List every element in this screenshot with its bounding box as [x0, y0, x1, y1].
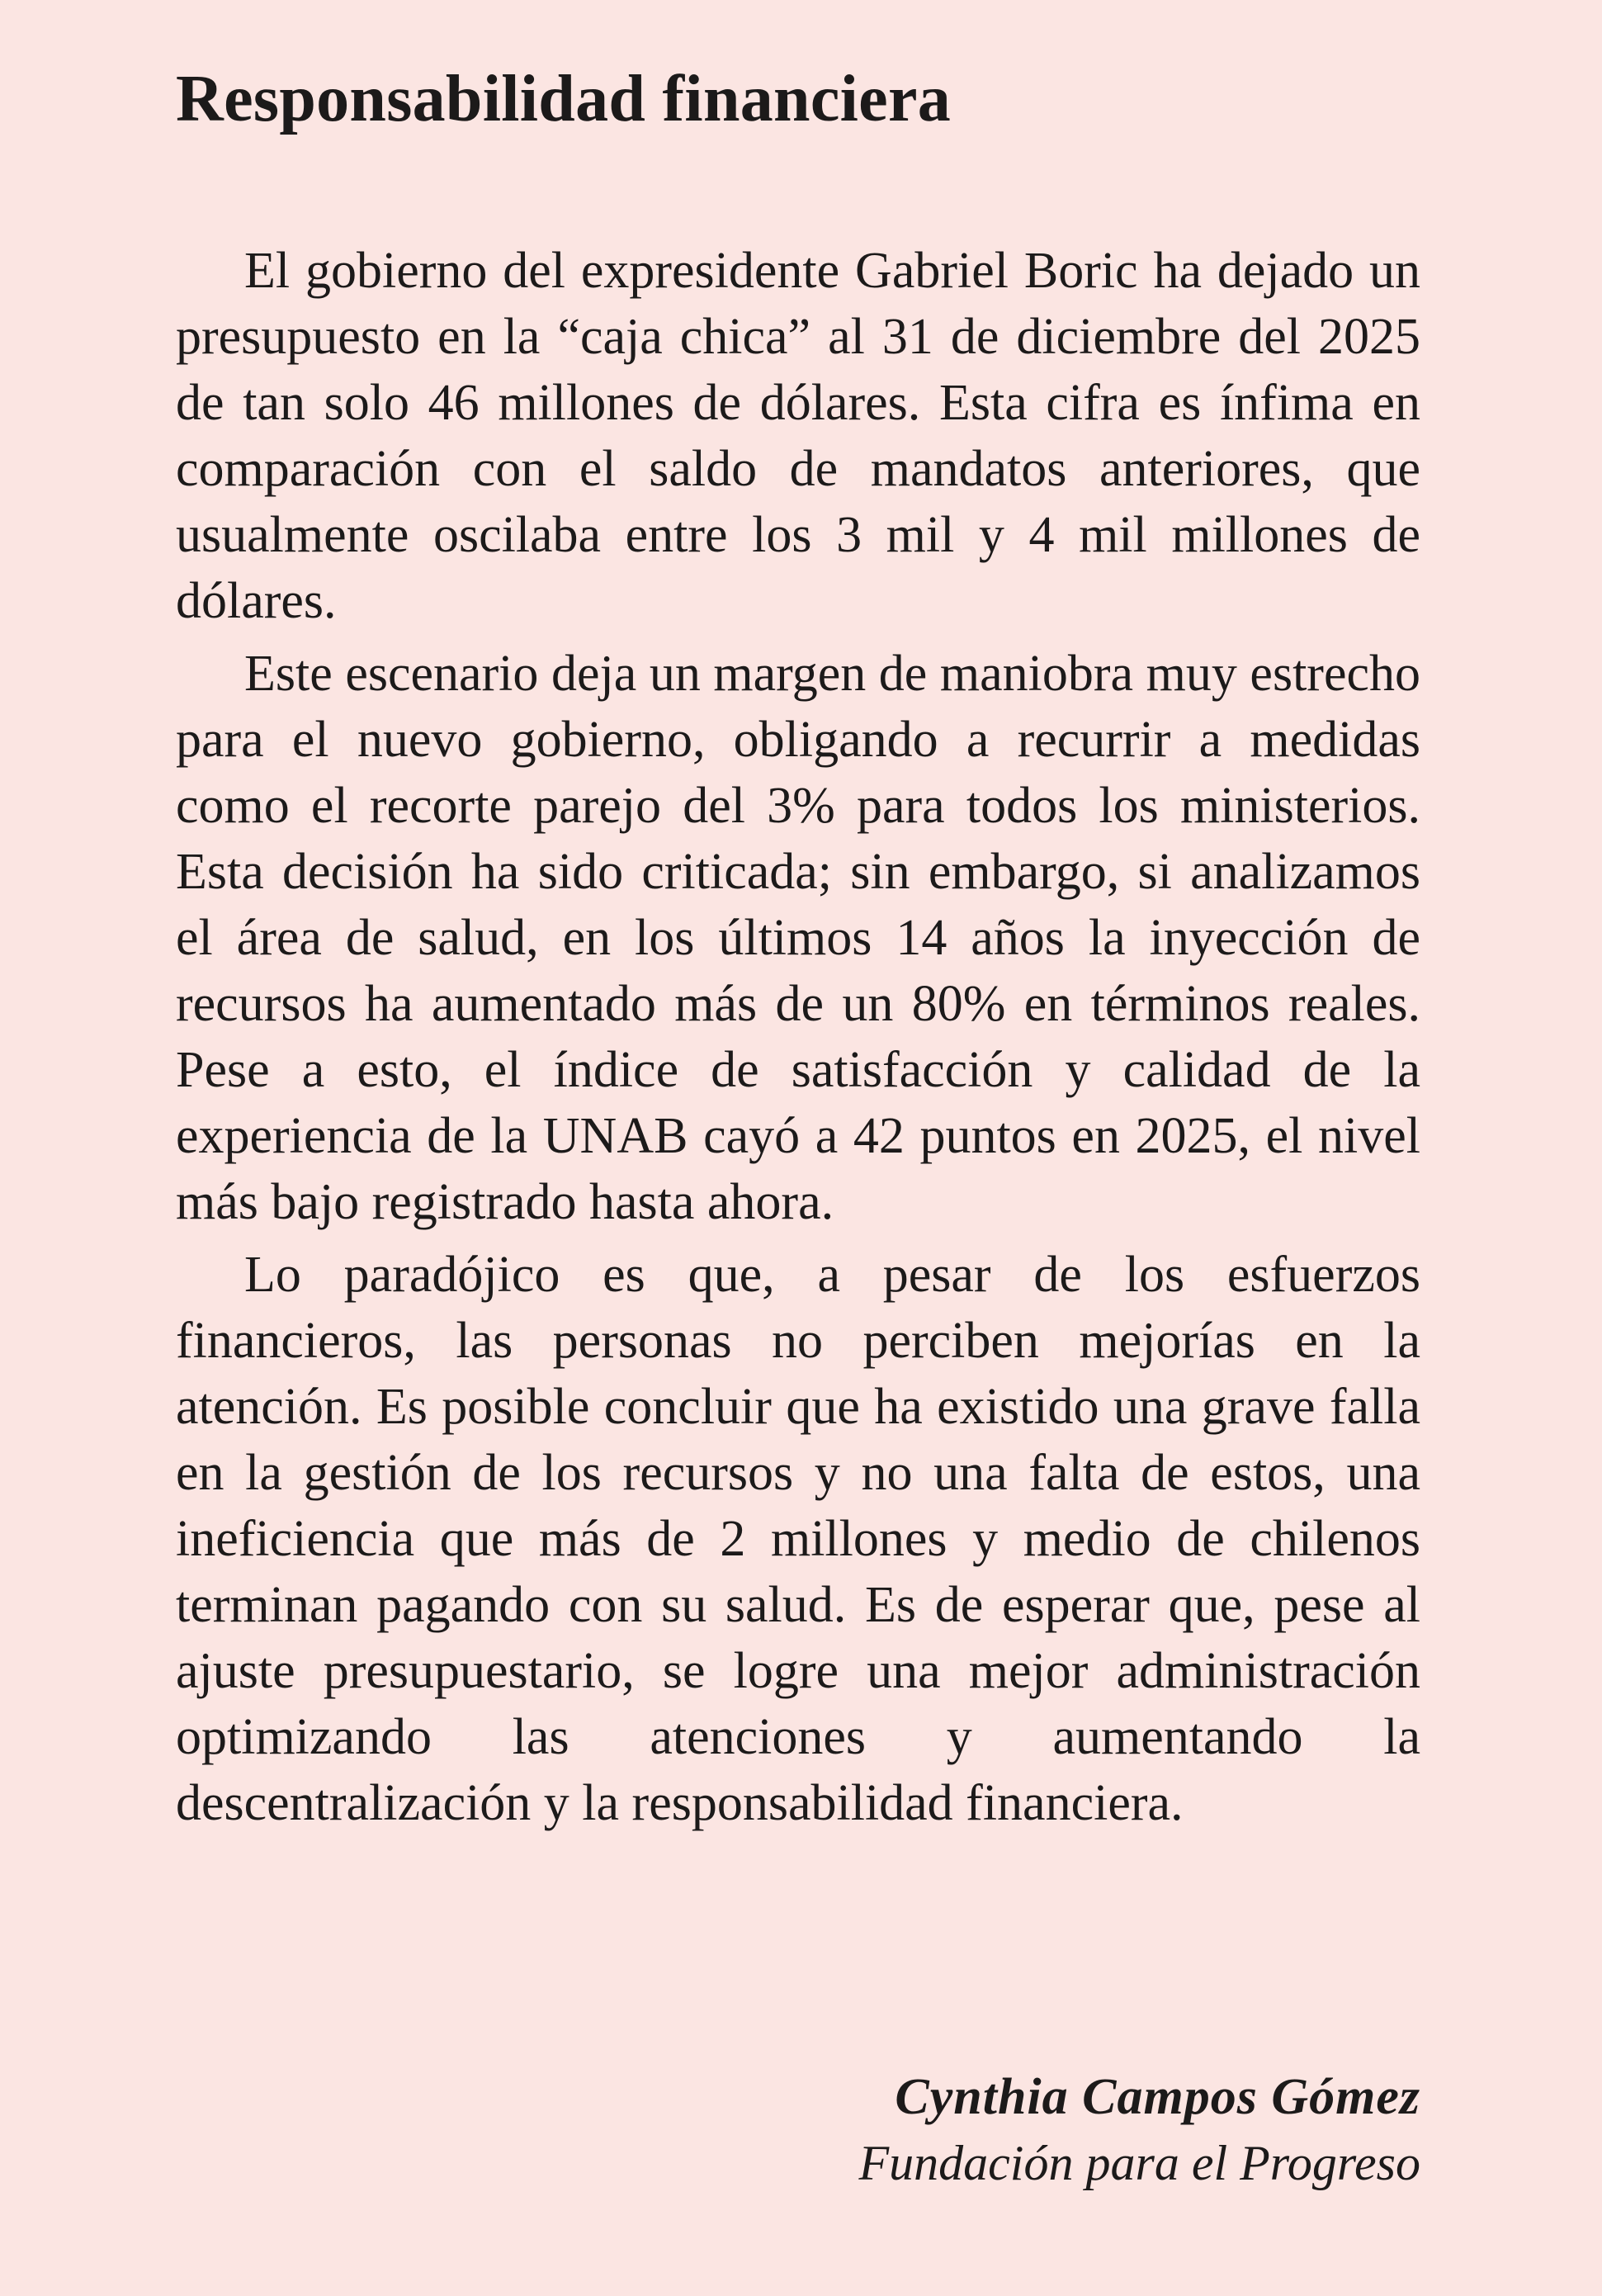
article-body [176, 238, 1420, 1836]
article-title: Responsabilidad financiera [176, 63, 952, 135]
article-paragraph-3: Lo paradójico es que, a pesar de los esfuerzos financieros, las personas no perciben mejorías en la atención. Es posible concluir que ha existido una grave falla en la gestión de los recursos y no una falta de estos, una ineficiencia que más de 2 millones y medio de chilenos terminan pagando con su salud. Es de esperar que, pese al ajuste presupuestario, se logre una mejor administración optimizando las atenciones y aumentando la descentralización y la responsabilidad financiera. [176, 1247, 1420, 1831]
letter-article [176, 50, 1420, 2190]
signature-block [859, 2064, 1420, 2196]
author-name: Cynthia Campos Gómez [895, 2069, 1420, 2125]
author-organization: Fundación para el Progreso [858, 2136, 1420, 2190]
article-paragraph-2: Este escenario deja un margen de maniobra muy estrecho para el nuevo gobierno, obligando a recurrir a medidas como el recorte parejo del 3% para todos los ministerios. Esta decisión ha sido criticada; sin embargo, si analizamos el área de salud, en los últimos 14 años la inyección de recursos ha aumentado más de un 80% en términos reales. Pese a esto, el índice de satisfacción y calidad de la experiencia de la UNAB cayó a 42 puntos en 2025, el nivel más bajo registrado hasta ahora. [176, 646, 1420, 1230]
article-paragraph-1: El gobierno del expresidente Gabriel Boric ha dejado un presupuesto en la “caja chica” al 31 de diciembre del 2025 de tan solo 46 millones de dólares. Esta cifra es ínfima en comparación con el saldo de mandatos anteriores, que usualmente oscilaba entre los 3 mil y 4 mil millones de dólares. [176, 243, 1420, 629]
